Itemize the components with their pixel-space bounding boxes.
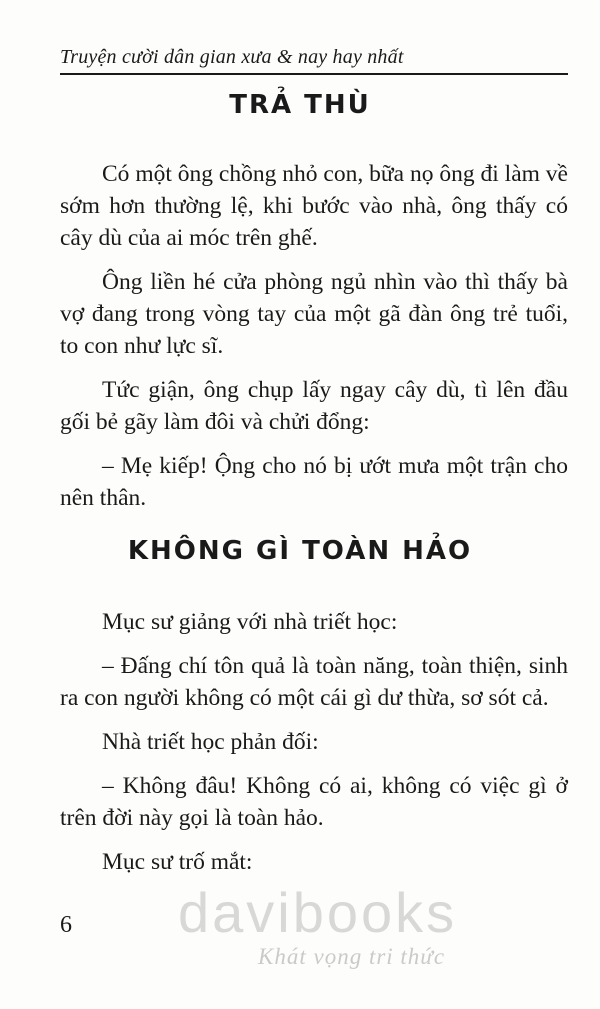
- paragraph: – Đấng chí tôn quả là toàn năng, toàn thiện, sinh ra con người không có một cái gì dư thừa, sơ sót cả.: [60, 653, 568, 711]
- story-body: [60, 606, 568, 890]
- paragraph: Có một ông chồng nhỏ con, bữa nọ ông đi làm về sớm hơn thường lệ, khi bước vào nhà, ông thấy có cây dù của ai móc trên ghế.: [60, 161, 568, 251]
- story-title: TRẢ THÙ: [229, 90, 371, 120]
- paragraph: Tức giận, ông chụp lấy ngay cây dù, tì lên đầu gối bẻ gãy làm đôi và chửi đổng:: [60, 377, 568, 435]
- paragraph: Nhà triết học phản đối:: [102, 729, 319, 755]
- paragraph: Mục sư giảng với nhà triết học:: [102, 609, 398, 635]
- story-title: KHÔNG GÌ TOÀN HẢO: [127, 536, 473, 566]
- watermark-tagline: Khát vọng tri thức: [258, 944, 446, 969]
- watermark-logo: davibooks: [178, 881, 458, 944]
- paragraph: Ông liền hé cửa phòng ngủ nhìn vào thì thấy bà vợ đang trong vòng tay của một gã đàn ông trẻ tuổi, to con như lực sĩ.: [60, 269, 568, 359]
- paragraph: Mục sư trố mắt:: [102, 849, 253, 875]
- running-header: Truyện cười dân gian xưa & nay hay nhất: [60, 46, 568, 75]
- paragraph: – Mẹ kiếp! Ộng cho nó bị ướt mưa một trận cho nên thân.: [60, 453, 568, 511]
- story-body: [60, 158, 568, 526]
- page-number: 6: [60, 912, 72, 938]
- paragraph: – Không đâu! Không có ai, không có việc gì ở trên đời này gọi là toàn hảo.: [60, 773, 568, 831]
